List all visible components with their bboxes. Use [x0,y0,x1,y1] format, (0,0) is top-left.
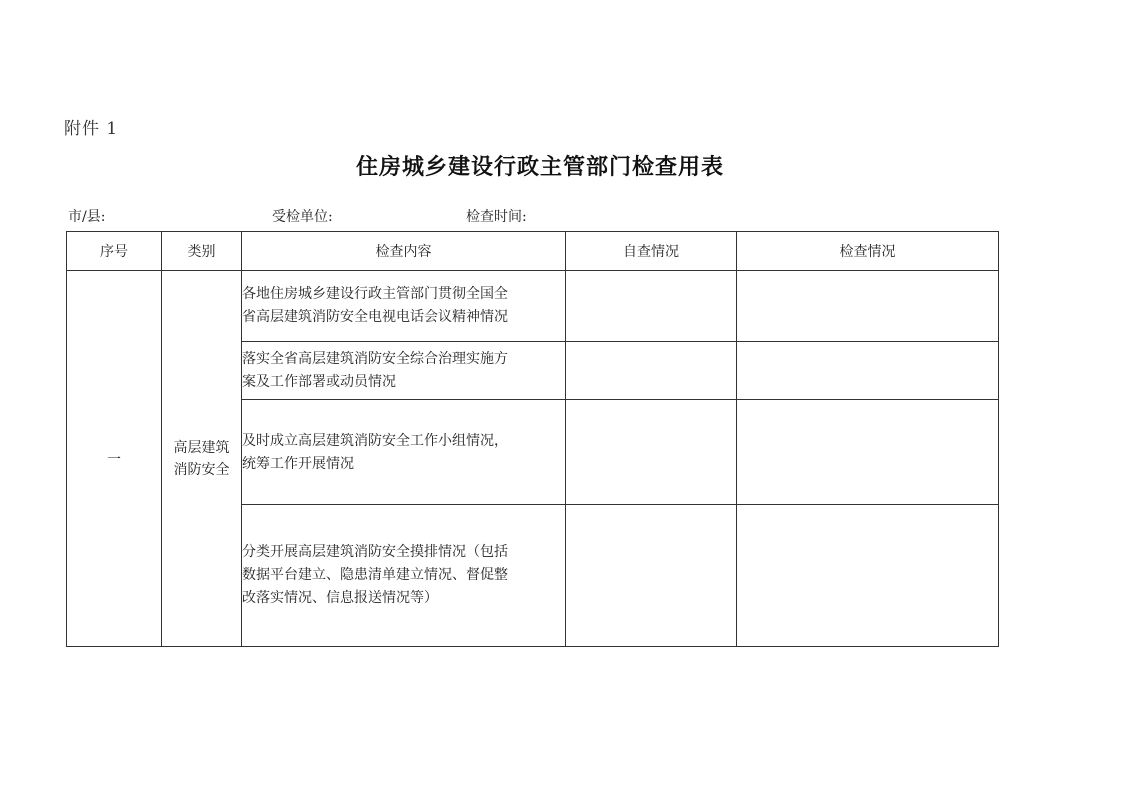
content-cell [242,505,566,647]
content-line: 省高层建筑消防安全电视电话会议精神情况 [242,309,508,325]
content-line: 分类开展高层建筑消防安全摸排情况（包括 [242,544,508,560]
check-result-cell [737,342,999,400]
header-seq: 序号 [67,232,162,271]
content-line: 统筹工作开展情况 [242,456,354,472]
header-check-result: 检查情况 [737,232,999,271]
header-category: 类别 [162,232,242,271]
table-row [67,271,999,342]
content-line: 案及工作部署或动员情况 [242,373,396,390]
content-line: 及时成立高层建筑消防安全工作小组情况， [242,433,508,449]
check-result-cell [737,400,999,505]
content-line: 改落实情况、信息报送情况等） [242,590,438,606]
header-self-check: 自查情况 [566,232,737,271]
city-county-label: 市/县: [68,209,106,225]
content-cell [242,400,566,505]
self-check-cell [566,505,737,647]
inspected-unit-label: 受检单位: [272,209,333,225]
group-category-cell [162,271,242,647]
inspection-table [66,231,999,647]
inspection-time-label: 检查时间: [466,209,527,225]
check-result-cell [737,271,999,342]
content-line: 落实全省高层建筑消防安全综合治理实施方 [242,350,508,367]
group-category-line1: 高层建筑 [173,439,230,456]
header-content: 检查内容 [242,232,566,271]
attachment-label: 附件 1 [64,119,119,139]
content-cell [242,271,566,342]
self-check-cell [566,271,737,342]
content-line: 各地住房城乡建设行政主管部门贯彻全国全 [242,286,508,302]
content-line: 数据平台建立、隐患清单建立情况、督促整 [242,567,508,583]
group-seq: 一 [107,451,121,468]
group-seq-cell [67,271,162,647]
group-category-line2: 消防安全 [173,461,230,478]
document-title: 住房城乡建设行政主管部门检查用表 [355,154,724,180]
table-header-row [67,232,999,271]
self-check-cell [566,400,737,505]
check-result-cell [737,505,999,647]
self-check-cell [566,342,737,400]
content-cell [242,342,566,400]
